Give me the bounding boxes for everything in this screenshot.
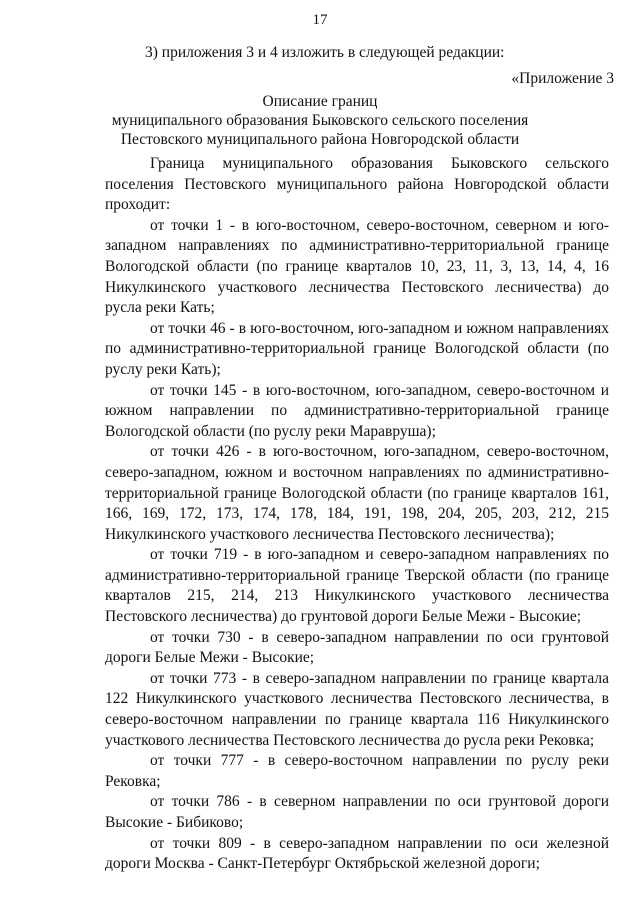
amendment-intro: 3) приложения 3 и 4 изложить в следующей редакции: xyxy=(145,44,505,61)
document-heading xyxy=(0,92,640,149)
paragraph-point-145: от точки 145 - в юго-восточном, юго-западном, северо-восточном и южном направлении по административно-территориальной границе Вологодской области (по руслу реки Мараврушa); xyxy=(105,381,609,440)
paragraph-point-786: от точки 786 - в северном направлении по оси грунтовой дороги Высокие - Бибиково; xyxy=(105,793,609,831)
paragraph-point-809: от точки 809 - в северо-западном направлении по оси железной дороги Москва - Санкт-Петербург Октябрьской железной дороги; xyxy=(105,834,609,873)
paragraph-point-46: от точки 46 - в юго-восточном, юго-западном и южном направлениях по административно-территориальной границе Вологодской области (по руслу реки Кать); xyxy=(105,319,609,378)
appendix-label: «Приложение 3 xyxy=(511,70,614,87)
heading-line-1: Описание границ xyxy=(262,93,378,110)
page-number: 17 xyxy=(312,12,328,28)
heading-line-2: муниципального образования Быковского сельского поселения xyxy=(111,112,529,129)
paragraph-point-777: от точки 777 - в северо-восточном направлении по руслу реки Рековка; xyxy=(105,752,609,790)
paragraph-point-719: от точки 719 - в юго-западном и северо-западном направлениях по административно-территориальной границе Тверской области (по границе кварталов 215, 214, 213 Никулкинского участкового лесничества Пестовского лесничества) до грунтовой дороги Белые Межи - Высокие; xyxy=(105,546,609,626)
heading-line-3: Пестовского муниципального района Новгородской области xyxy=(120,131,520,148)
paragraph-point-426: от точки 426 - в юго-восточном, юго-западном, северо-восточном, северо-западном, южном и восточном направлениях по административно-территориальной границе Вологодской области (по границе кварталов 161, 166, 169, 172, 173, 174, 178, 184, 191, 198, 204, 205, 203, 212, 215 Никулкинского участкового лесничества Пестовского лесничества); xyxy=(105,443,609,543)
body-text xyxy=(105,154,609,875)
paragraph-point-773: от точки 773 - в северо-западном направлении по границе квартала 122 Никулкинского участкового лесничества Пестовского лесничества, в северо-восточном направлении по границе квартала 116 Никулкинского участкового лесничества Пестовского лесничества до русла реки Рековка; xyxy=(105,669,609,749)
paragraph-intro: Граница муниципального образования Быковского сельского поселения Пестовского муниципального района Новгородской области проходит: xyxy=(105,155,609,214)
paragraph-point-1: от точки 1 - в юго-восточном, северо-восточном, северном и юго-западном направлениях по административно-территориальной границе Вологодской области (по границе кварталов 10, 23, 11, 3, 13, 14, 4, 16 Никулкинского участкового лесничества Пестовского лесничества) до русла реки Кать; xyxy=(105,216,609,317)
paragraph-point-730: от точки 730 - в северо-западном направлении по оси грунтовой дороги Белые Межи - Высокие; xyxy=(105,628,609,667)
